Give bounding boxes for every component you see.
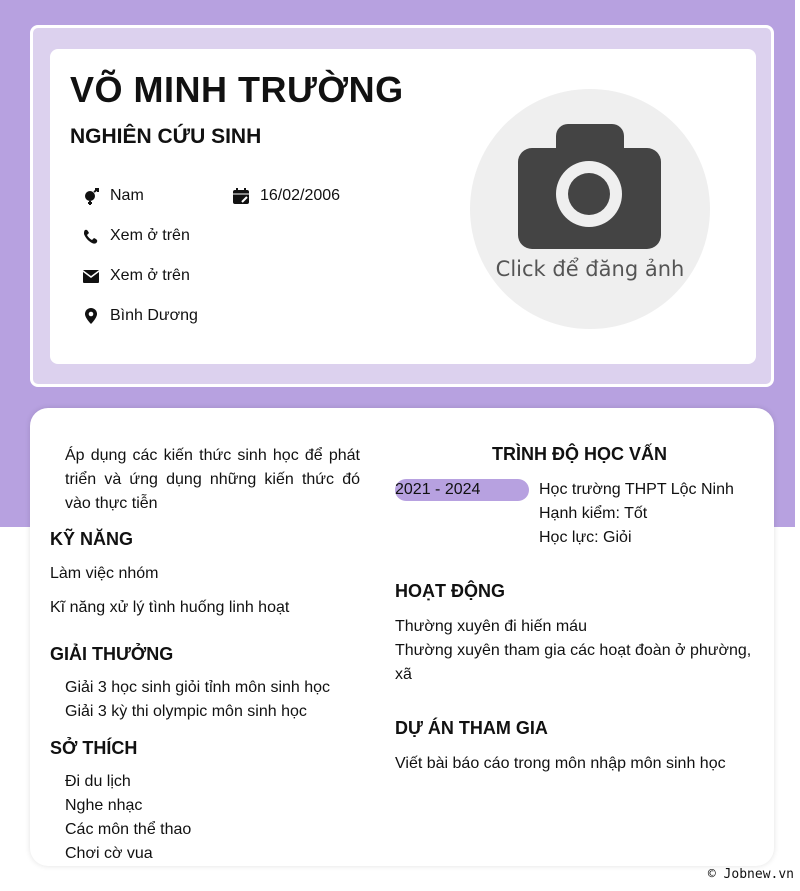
education-grade[interactable]: Học lực: Giỏi	[539, 529, 632, 546]
projects-heading: DỰ ÁN THAM GIA	[395, 718, 548, 738]
address-row[interactable]	[82, 307, 198, 325]
career-objective[interactable]: Áp dụng các kiến thức sinh học để phát triển và ứng dụng những kiến thức đó vào thực tiễn	[65, 447, 360, 512]
activity-item[interactable]: Thường xuyên tham gia các hoạt đoàn ở phường, xã	[395, 642, 752, 683]
project-item[interactable]: Viết bài báo cáo trong môn nhập môn sinh học	[395, 755, 726, 772]
header-card	[30, 25, 774, 387]
skill-item[interactable]: Kĩ năng xử lý tình huống linh hoạt	[50, 599, 290, 616]
photo-caption: Click để đăng ảnh	[495, 257, 685, 281]
phone-row[interactable]	[82, 227, 190, 245]
hobby-item[interactable]: Các môn thể thao	[65, 821, 192, 838]
email-icon	[82, 267, 100, 285]
birthdate-value: 16/02/2006	[260, 187, 341, 204]
resume-body	[30, 408, 774, 866]
email-row[interactable]	[82, 267, 190, 285]
phone-icon	[82, 227, 100, 245]
education-conduct[interactable]: Hạnh kiểm: Tốt	[539, 505, 648, 522]
award-item[interactable]: Giải 3 học sinh giỏi tỉnh môn sinh học	[65, 679, 331, 696]
gender-icon	[82, 187, 100, 205]
email-value: Xem ở trên	[110, 267, 190, 284]
education-period[interactable]: 2021 - 2024	[395, 479, 529, 501]
address-value: Bình Dương	[110, 307, 198, 324]
education-school[interactable]: Học trường THPT Lộc Ninh	[539, 481, 734, 498]
footer-copyright: © Jobnew.vn	[707, 867, 794, 882]
hobby-item[interactable]: Nghe nhạc	[65, 797, 143, 814]
job-title[interactable]: NGHIÊN CỨU SINH	[70, 125, 262, 148]
skills-heading: KỸ NĂNG	[50, 529, 134, 549]
birthdate-row[interactable]	[232, 187, 340, 205]
award-item[interactable]: Giải 3 kỳ thi olympic môn sinh học	[65, 703, 307, 720]
photo-upload[interactable]	[470, 89, 710, 329]
gender-row[interactable]	[82, 187, 144, 205]
calendar-icon	[232, 187, 250, 205]
header-inner	[50, 49, 756, 364]
full-name[interactable]: VÕ MINH TRƯỜNG	[70, 69, 404, 110]
skill-item[interactable]: Làm việc nhóm	[50, 565, 159, 582]
hobby-item[interactable]: Chơi cờ vua	[65, 845, 153, 862]
hobbies-heading: SỞ THÍCH	[50, 738, 138, 758]
camera-icon	[518, 124, 661, 249]
location-pin-icon	[82, 307, 100, 325]
education-heading: TRÌNH ĐỘ HỌC VẤN	[492, 444, 667, 464]
hobby-item[interactable]: Đi du lịch	[65, 773, 131, 790]
activity-item[interactable]: Thường xuyên đi hiến máu	[395, 618, 587, 635]
phone-value: Xem ở trên	[110, 227, 190, 244]
gender-value: Nam	[110, 187, 144, 204]
activities-heading: HOẠT ĐỘNG	[395, 581, 505, 601]
awards-heading: GIẢI THƯỞNG	[50, 644, 174, 664]
